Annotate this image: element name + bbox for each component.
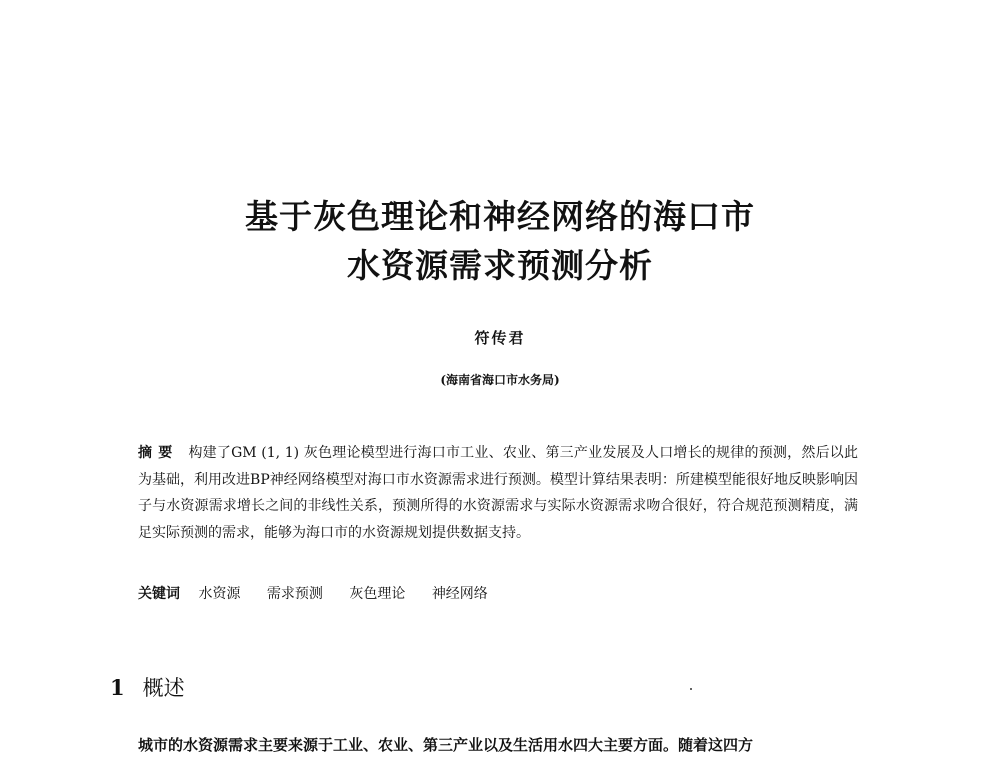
keyword-item: 灰色理论 — [349, 586, 406, 602]
abstract — [138, 440, 858, 546]
body-paragraph: 城市的水资源需求主要来源于工业、农业、第三产业以及生活用水四大主要方面。随着这四方 — [138, 736, 754, 754]
section-heading — [110, 672, 185, 702]
keyword-item: 水资源 — [198, 586, 241, 602]
keyword-item: 需求预测 — [266, 586, 323, 602]
abstract-label: 摘要 — [138, 445, 179, 461]
paper-title-line-2: 水资源需求预测分析 — [347, 246, 653, 285]
keywords-label: 关键词 — [138, 586, 180, 602]
scan-speck — [690, 688, 692, 690]
paper-title-line-1: 基于灰色理论和神经网络的海口市 — [245, 197, 755, 236]
keyword-item: 神经网络 — [431, 586, 488, 602]
abstract-text: 构建了GM (1, 1) 灰色理论模型进行海口市工业、农业、第三产业发展及人口增长的规律的预测，然后以此为基础，利用改进BP神经网络模型对海口市水资源需求进行预测。模型计算结果表明：所建模型能很好地反映影响因子与水资源需求增长之间的非线性关系，预测所得的水资源需求与实际水资源需求吻合很好，符合规范预测精度，满足实际预测的需求，能够为海口市的水资源规划提供数据支持。 — [138, 445, 858, 541]
author-affiliation: (海南省海口市水务局) — [440, 373, 560, 387]
keywords — [138, 582, 510, 606]
author-name: 符传君 — [474, 329, 526, 347]
section-number: 1 — [110, 675, 125, 700]
section-title: 概述 — [142, 676, 185, 700]
